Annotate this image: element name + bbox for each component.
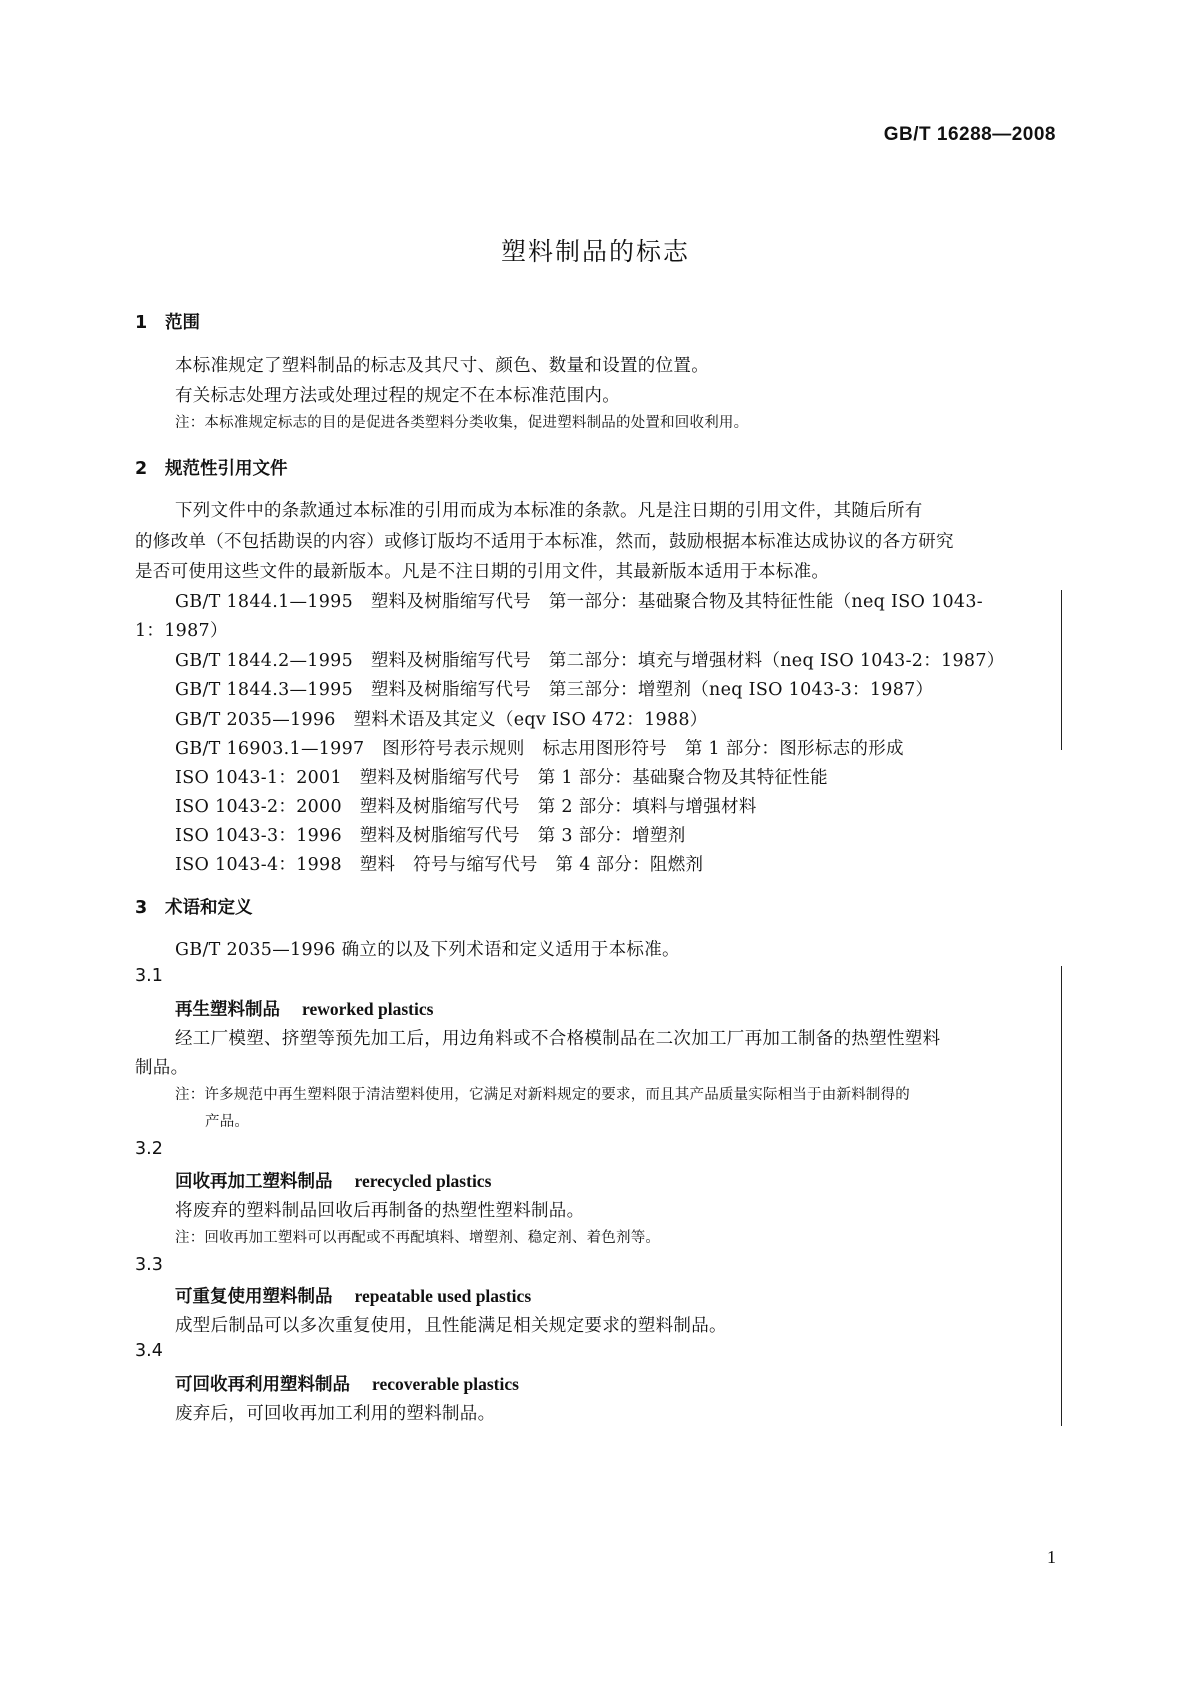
change-bar [1061, 966, 1062, 1426]
reference-item: ISO 1043-3：1996 塑料及树脂缩写代号 第 3 部分：增塑剂 [175, 826, 686, 846]
paragraph: 本标准规定了塑料制品的标志及其尺寸、颜色、数量和设置的位置。 [175, 356, 709, 376]
section-title: 范围 [165, 313, 200, 333]
section-1-heading [135, 309, 200, 334]
term-english: repeatable used plastics [354, 1286, 532, 1306]
term-english: rerecycled plastics [354, 1171, 492, 1191]
standard-code: GB/T 16288—2008 [883, 124, 1056, 145]
section-number: 2 [135, 459, 148, 479]
term-number: 3.2 [135, 1139, 163, 1159]
note: 注：回收再加工塑料可以再配或不再配填料、增塑剂、稳定剂、着色剂等。 [175, 1230, 661, 1246]
term-definition: 制品。 [135, 1058, 189, 1078]
reference-item: ISO 1043-4：1998 塑料 符号与缩写代号 第 4 部分：阻燃剂 [175, 855, 704, 875]
reference-item: ISO 1043-1：2001 塑料及树脂缩写代号 第 1 部分：基础聚合物及其特征性能 [175, 768, 828, 788]
paragraph: GB/T 2035—1996 确立的以及下列术语和定义适用于本标准。 [175, 940, 680, 960]
note: 注：许多规范中再生塑料限于清洁塑料使用，它满足对新料规定的要求，而且其产品质量实际相当于由新料制得的 [175, 1087, 910, 1103]
paragraph-line: 的修改单（不包括勘误的内容）或修订版均不适用于本标准，然而，鼓励根据本标准达成协议的各方研究 [135, 532, 954, 552]
reference-item: ISO 1043-2：2000 塑料及树脂缩写代号 第 2 部分：填料与增强材料 [175, 797, 757, 817]
reference-item: GB/T 1844.2—1995 塑料及树脂缩写代号 第二部分：填充与增强材料（neq ISO 1043-2：1987） [175, 651, 1005, 671]
note: 产品。 [205, 1114, 250, 1130]
term-definition: 经工厂模塑、挤塑等预先加工后，用边角料或不合格模制品在二次加工厂再加工制备的热塑性塑料 [175, 1029, 941, 1049]
term-chinese: 再生塑料制品 [175, 1000, 280, 1020]
term-heading [175, 1371, 519, 1396]
section-number: 1 [135, 313, 148, 333]
paragraph: 有关标志处理方法或处理过程的规定不在本标准范围内。 [175, 386, 620, 406]
section-number: 3 [135, 898, 148, 918]
paragraph-line: 下列文件中的条款通过本标准的引用而成为本标准的条款。凡是注日期的引用文件，其随后所有 [175, 501, 923, 521]
term-chinese: 回收再加工塑料制品 [175, 1172, 333, 1192]
reference-item: GB/T 2035—1996 塑料术语及其定义（eqv ISO 472：1988） [175, 710, 708, 730]
section-title: 术语和定义 [165, 898, 253, 918]
term-heading [175, 996, 433, 1021]
section-3-heading [135, 894, 253, 919]
reference-item-continued: 1：1987） [135, 621, 228, 641]
document-title: 塑料制品的标志 [500, 237, 690, 266]
reference-item: GB/T 1844.1—1995 塑料及树脂缩写代号 第一部分：基础聚合物及其特征性能（neq ISO 1043- [175, 592, 983, 612]
term-heading [175, 1283, 531, 1308]
section-title: 规范性引用文件 [165, 459, 288, 479]
term-definition: 废弃后，可回收再加工利用的塑料制品。 [175, 1404, 496, 1424]
note: 注：本标准规定标志的目的是促进各类塑料分类收集，促进塑料制品的处置和回收利用。 [175, 415, 749, 431]
term-number: 3.3 [135, 1255, 163, 1275]
paragraph-line: 是否可使用这些文件的最新版本。凡是不注日期的引用文件，其最新版本适用于本标准。 [135, 562, 830, 582]
term-number: 3.1 [135, 966, 163, 986]
term-chinese: 可回收再利用塑料制品 [175, 1375, 350, 1395]
section-2-heading [135, 455, 288, 480]
term-english: reworked plastics [302, 999, 434, 1019]
reference-item: GB/T 1844.3—1995 塑料及树脂缩写代号 第三部分：增塑剂（neq ISO 1043-3：1987） [175, 680, 934, 700]
term-chinese: 可重复使用塑料制品 [175, 1287, 333, 1307]
term-english: recoverable plastics [372, 1374, 519, 1394]
term-definition: 成型后制品可以多次重复使用，且性能满足相关规定要求的塑料制品。 [175, 1316, 727, 1336]
term-heading [175, 1168, 491, 1193]
term-number: 3.4 [135, 1341, 163, 1361]
reference-item: GB/T 16903.1—1997 图形符号表示规则 标志用图形符号 第 1 部分：图形标志的形成 [175, 739, 904, 759]
term-definition: 将废弃的塑料制品回收后再制备的热塑性塑料制品。 [175, 1201, 585, 1221]
page-number: 1 [1047, 1547, 1056, 1567]
change-bar [1061, 590, 1062, 750]
